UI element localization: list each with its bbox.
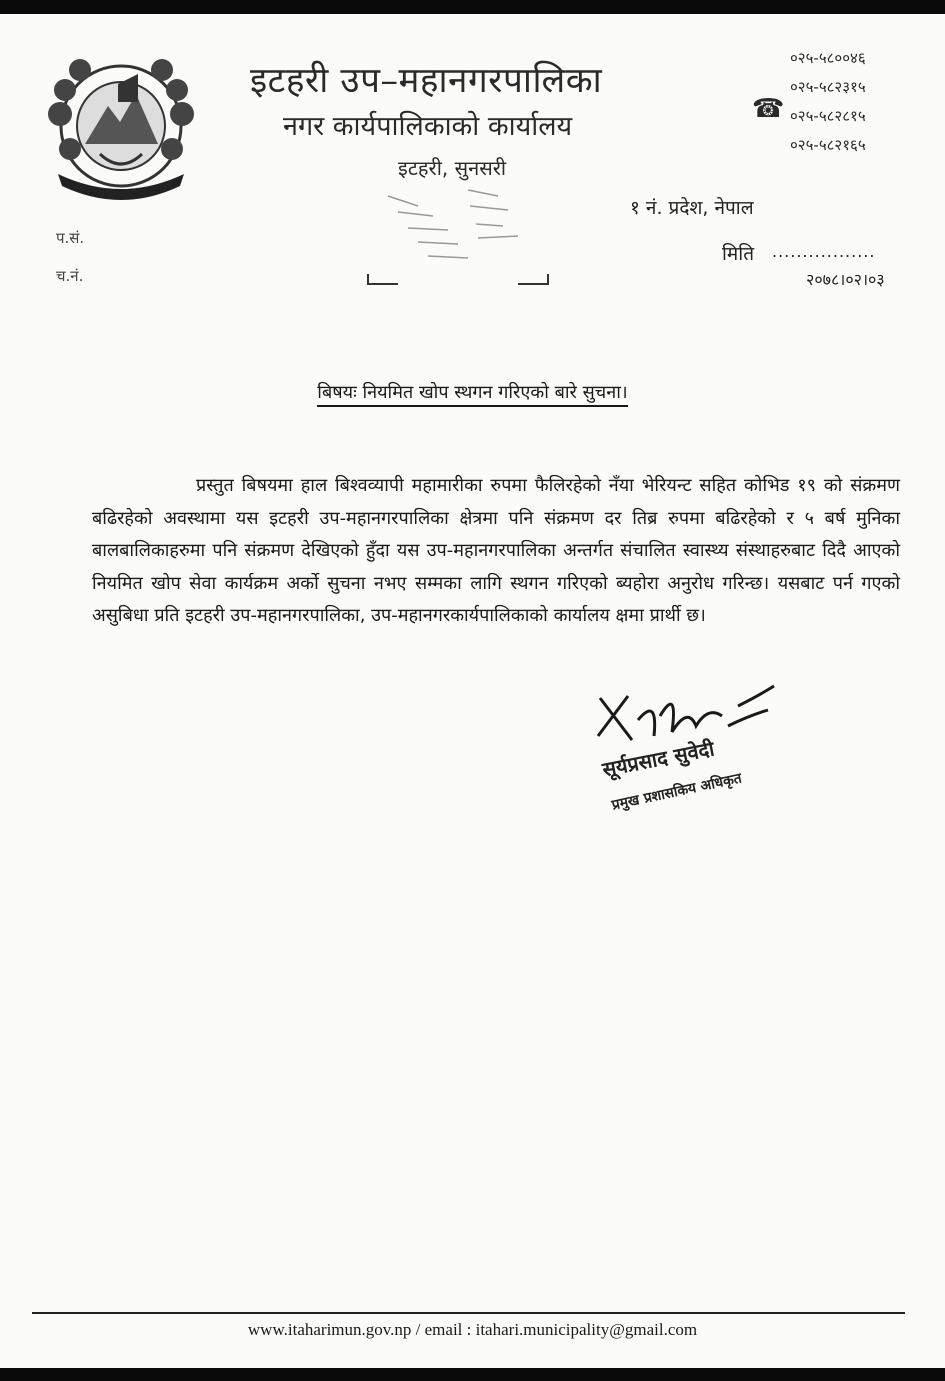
office-title: इटहरी उप–महानगरपालिका bbox=[250, 61, 603, 101]
phone-number: ०२५-५८२१६५ bbox=[790, 136, 866, 154]
phone-number: ०२५-५८००४६ bbox=[790, 49, 866, 67]
date-label: मिति bbox=[722, 243, 755, 265]
date-value: २०७८।०२।०३ bbox=[806, 270, 885, 289]
signatory-name: सूर्यप्रसाद सुवेदी bbox=[600, 736, 717, 782]
date-dots: ................. bbox=[772, 242, 876, 261]
footer-contact: www.itaharimun.gov.np / email : itahari.municipality@gmail.com bbox=[247, 1320, 698, 1339]
body-paragraph: प्रस्तुत बिषयमा हाल बिश्वव्यापी महामारीका रुपमा फैलिरहेको नँया भेरियन्ट सहित कोभिड १९ को संक्रमण बढिरहेको अवस्थामा यस इटहरी उप-महानगरपालिका क्षेत्रमा पनि संक्रमण दर तिब्र रुपमा बढिरहेको र ५ बर्ष मुनिका बालबालिकाहरुमा पनि संक्रमण देखिएको हुँदा यस उप-महानगरपालिका अन्तर्गत संचालित स्वास्थ्य संस्थाहरुबाट दिदै आएको नियमित खोप सेवा कार्यक्रम अर्को सुचना नभए सम्मका लागि स्थगन गरिएको ब्यहोरा अनुरोध गरिन्छ। यसबाट पर्न गएको असुबिधा प्रति इटहरी उप-महानगरपालिका, उप-महानगरकार्यपालिकाको कार्यालय क्षमा प्रार्थी छ। bbox=[92, 475, 900, 626]
subject-text: बिषयः नियमित खोप स्थगन गरिएको बारे सुचना। bbox=[317, 382, 627, 407]
phone-numbers bbox=[790, 44, 866, 160]
office-subtitle: नगर कार्यपालिकाको कार्यालय bbox=[283, 111, 573, 142]
province-text: १ नं. प्रदेश, नेपाल bbox=[630, 197, 754, 219]
office-place: इटहरी, सुनसरी bbox=[398, 156, 507, 180]
subject-line bbox=[0, 380, 945, 404]
letter-sheet bbox=[0, 14, 945, 1368]
signatory-title: प्रमुख प्रशासकिय अधिकृत bbox=[610, 770, 744, 814]
telephone-icon: ☎ bbox=[752, 94, 785, 124]
office-stamp bbox=[358, 166, 558, 296]
nepal-emblem-icon bbox=[40, 44, 202, 204]
footer-divider bbox=[32, 1312, 905, 1314]
phone-number: ०२५-५८२३१५ bbox=[790, 78, 866, 96]
ref-ps: प.सं. bbox=[56, 229, 85, 247]
ref-cn: च.नं. bbox=[56, 267, 84, 285]
phone-number: ०२५-५८२८१५ bbox=[790, 107, 866, 125]
